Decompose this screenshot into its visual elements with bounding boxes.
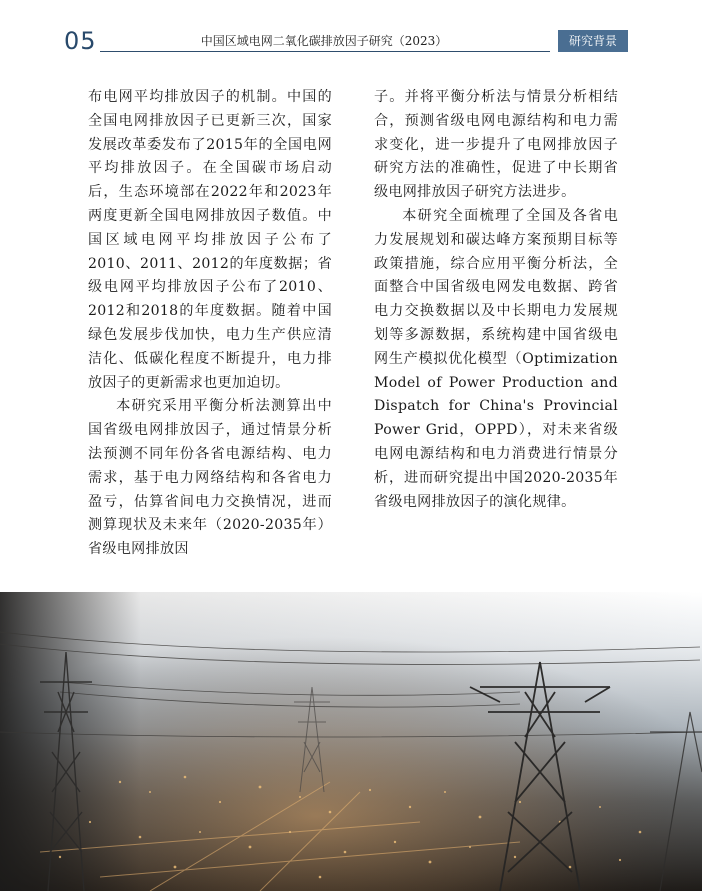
paragraph: 子。并将平衡分析法与情景分析相结合，预测省级电网电源结构和电力需求变化，进一步提升了电网排放因子研究方法的准确性，促进了中长期省级电网排放因子研究方法进步。	[374, 89, 618, 201]
paragraph: 本研究全面梳理了全国及各省电力发展规划和碳达峰方案预期目标等政策措施，综合应用平衡分析法，全面整合中国省级电网发电数据、跨省电力交换数据以及中长期电力发展规划等多源数据，系统构建中国省级电网生产模拟优化模型（Optimization Model of Power Production and Dispatch for China's Provincial Power Grid，OPPD），对未来省级电网电源结构和电力消费进行情景分析，进而研究提出中国2020-2035年省级电网排放因子的演化规律。	[374, 207, 618, 510]
page-number: 05	[64, 27, 97, 55]
header-rule	[100, 51, 550, 52]
paragraph: 布电网平均排放因子的机制。中国的全国电网排放因子已更新三次，国家发展改革委发布了2015年的全国电网平均排放因子。在全国碳市场启动后，生态环境部在2022年和2023年两度更新全国电网排放因子数值。中国区域电网平均排放因子公布了2010、2011、2012的年度数据；省级电网平均排放因子公布了2010、2012和2018的年度数据。随着中国绿色发展步伐加快，电力生产供应清洁化、低碳化程度不断提升，电力排放因子的更新需求也更加迫切。	[88, 89, 332, 391]
section-tab: 研究背景	[558, 30, 628, 52]
running-title: 中国区域电网二氧化碳排放因子研究（2023）	[200, 34, 448, 48]
power-grid-city-photo	[0, 592, 702, 891]
left-column	[88, 86, 332, 562]
page-header	[0, 0, 702, 60]
paragraph: 本研究采用平衡分析法测算出中国省级电网排放因子，通过情景分析法预测不同年份各省电源结构、电力需求，基于电力网络结构和各省电力盈亏，估算省间电力交换情况，进而测算现状及未来年（2020-2035年）省级电网排放因	[88, 398, 332, 558]
right-column	[374, 86, 618, 514]
